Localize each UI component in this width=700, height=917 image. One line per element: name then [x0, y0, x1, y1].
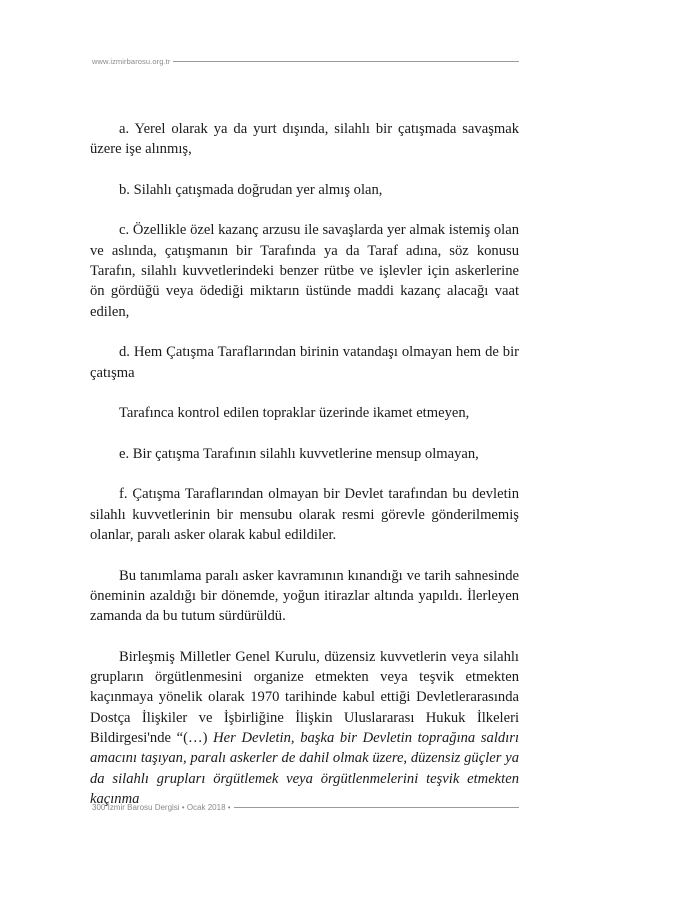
paragraph-f: f. Çatışma Taraflarından olmayan bir Devlet tarafından bu devletin silahlı kuvvetlerinin bir mensubu olarak resmi görevle gönderilmemiş olanlar, paralı asker olarak kabul edildiler. [90, 486, 519, 543]
paragraph-un-declaration [90, 647, 519, 809]
paragraph-e: e. Bir çatışma Tarafının silahlı kuvvetlerine mensup olmayan, [119, 445, 479, 462]
paragraph-d: d. Hem Çatışma Taraflarından birinin vatandaşı olmayan hem de bir çatışma [90, 344, 519, 381]
paragraph-d-continued: Tarafınca kontrol edilen topraklar üzerinde ikamet etmeyen, [119, 405, 470, 422]
footer-rule [234, 807, 519, 808]
paragraph-un-declaration-text: Birleşmiş Milletler Genel Kurulu, düzensiz kuvvetlerin veya silahlı grupların örgütlenmesini organize etmekten veya teşvik etmekten kaçınmaya yönelik olarak 1970 tarihinde kabul ettiği Devletlerarasında Dostça İlişkiler ve İşbirliğine İlişkin Uluslararası Hukuk İlkeleri Bildirgesi'nde “(…) [90, 648, 519, 746]
paragraph-definition-note: Bu tanımlama paralı asker kavramının kınandığı ve tarih sahnesinde öneminin azaldığı bir dönemde, yoğun itirazlar altında yapıldı. İlerleyen zamanda da bu tutum sürdürüldü. [90, 567, 519, 625]
footer-text: 300 İzmir Barosu Dergisi • Ocak 2018 • [92, 802, 231, 812]
page-header [92, 54, 519, 68]
paragraph-c: c. Özellikle özel kazanç arzusu ile savaşlarda yer almak istemiş olan ve aslında, çatışmanın bir Tarafında ya da Taraf adına, söz konusu Tarafın, silahlı kuvvetlerindeki benzer rütbe ve işlevler için askerlerine ön gördüğü veya ödediği miktarın üstünde maddi kazanç alacağı vaat edilen, [90, 222, 519, 320]
paragraph-a: a. Yerel olarak ya da yurt dışında, silahlı bir çatışmada savaşmak üzere işe alınmış, [90, 121, 519, 158]
page-footer [92, 800, 519, 814]
header-rule [173, 61, 519, 62]
paragraph-b: b. Silahlı çatışmada doğrudan yer almış olan, [119, 181, 383, 198]
quoted-declaration-text: Her Devletin, başka bir Devletin toprağına saldırı amacını taşıyan, paralı askerler de dahil olmak üzere, düzensiz güçler ya da silahlı grupları örgütlemek veya örgütlenmelerini teşvik etmekten kaçınma [90, 729, 519, 807]
body-text [90, 119, 519, 809]
header-url: www.izmirbarosu.org.tr [92, 56, 171, 66]
